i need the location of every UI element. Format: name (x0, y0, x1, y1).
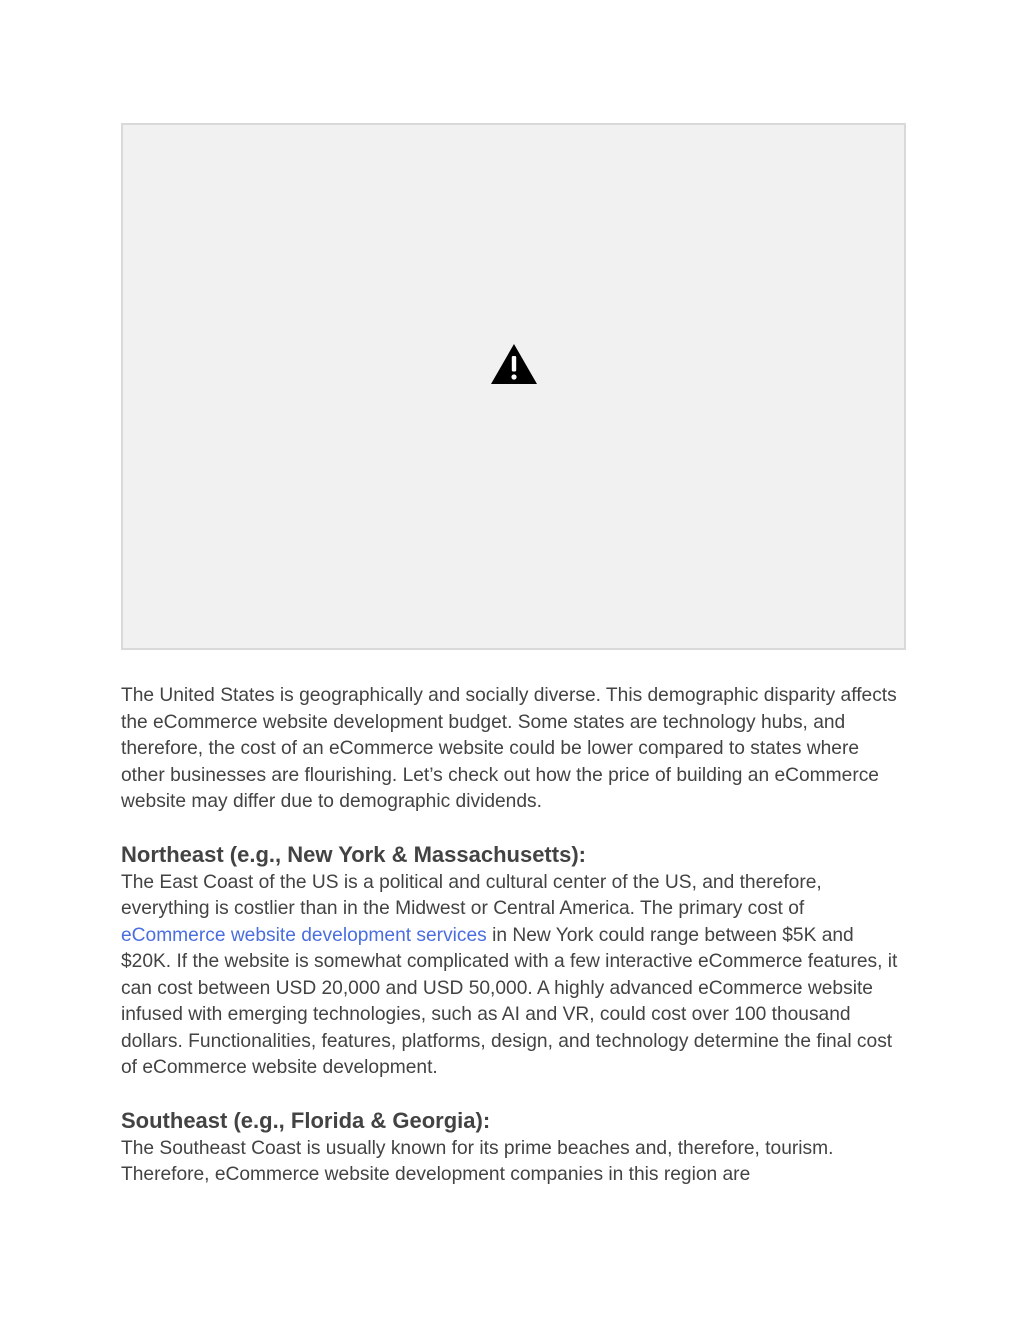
southeast-heading: Southeast (e.g., Florida & Georgia): (121, 1107, 491, 1133)
document-page (121, 123, 906, 1189)
intro-paragraph: The United States is geographically and socially diverse. This demographic disparity affects the eCommerce website development budget. Some states are technology hubs, and therefore, the cost of an eCommerce website could be lower compared to states where other businesses are flourishing. Let’s check out how the price of building an eCommerce website may differ due to demographic dividends. (121, 685, 897, 812)
northeast-text-after-link: in New York could range between $5K and $20K. If the website is somewhat complicated with a few interactive eCommerce features, it can cost between USD 20,000 and USD 50,000. A highly advanced eCommerce website infused with emerging technologies, such as AI and VR, could cost over 100 thousand dollars. Functionalities, features, platforms, design, and technology determine the final cost of eCommerce website development. (121, 924, 898, 1078)
southeast-paragraph: The Southeast Coast is usually known for its prime beaches and, therefore, tourism. Therefore, eCommerce website development companies in this region are (121, 1137, 834, 1185)
ecommerce-services-link[interactable]: eCommerce website development services (121, 924, 487, 946)
northeast-paragraph (121, 870, 906, 1082)
broken-image-placeholder (121, 123, 906, 650)
northeast-text-before-link: The East Coast of the US is a political and cultural center of the US, and therefore, everything is costlier than in the Midwest or Central America. The primary cost of (121, 871, 822, 919)
warning-triangle-icon (490, 343, 538, 385)
northeast-heading: Northeast (e.g., New York & Massachusetts): (121, 841, 586, 867)
